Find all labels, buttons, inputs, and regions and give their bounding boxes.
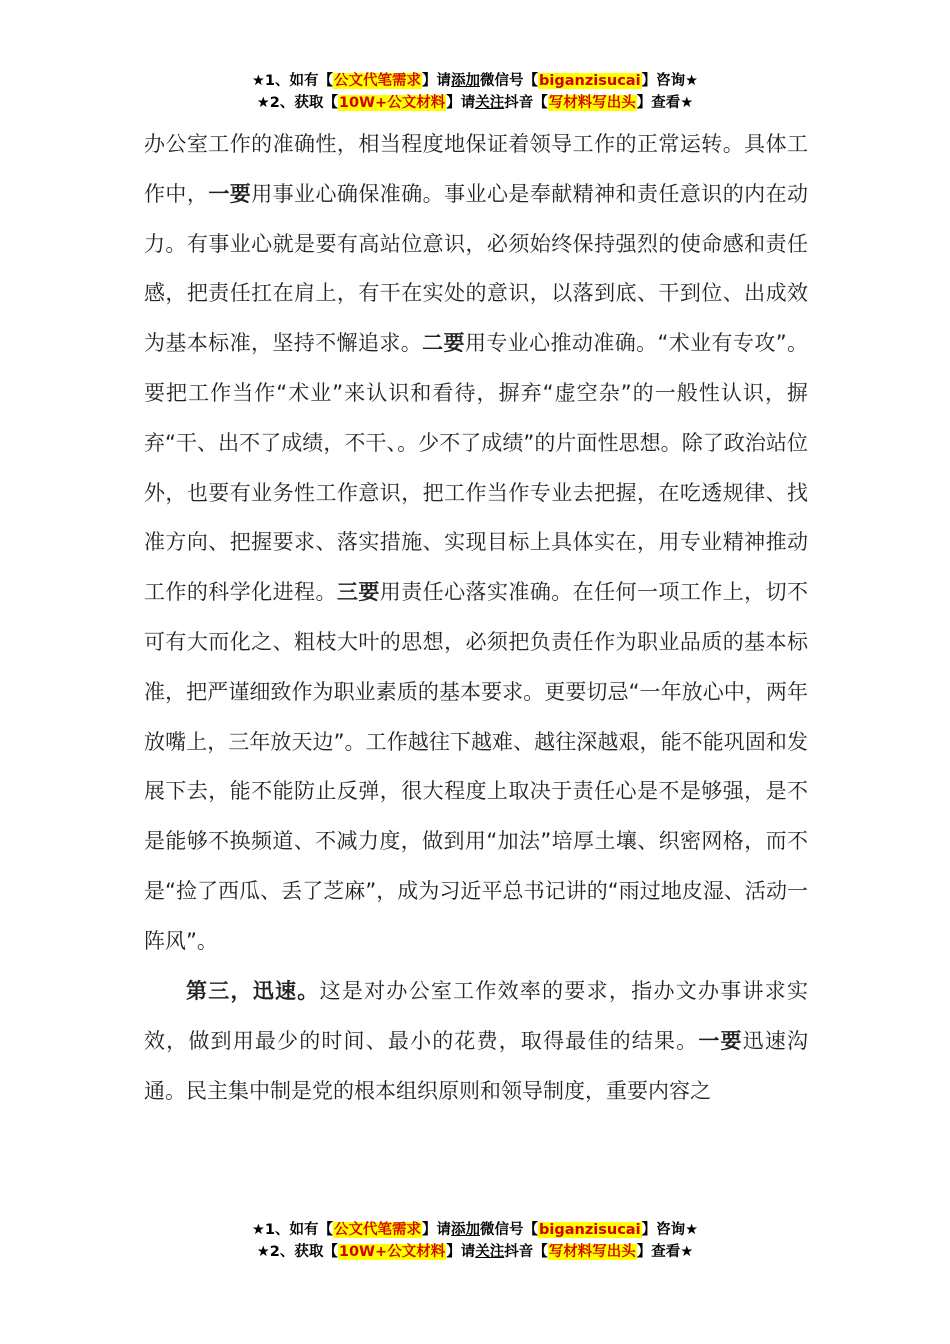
bold-point-speed-1: 一要 [698,1028,743,1053]
highlight-wechat-id: biganzisucai [539,73,641,89]
promo-line-2-bottom: ★2、获取【10W+公文材料】请关注抖音【写材料写出头】查看★ [256,1244,694,1260]
bold-point-2: 二要 [422,331,465,356]
paragraph-accuracy: 办公室工作的准确性，相当程度地保证着领导工作的正常运转。具体工作中，一要用事业心确保准确。事业心是奉献精神和责任意识的内在动力。有事业心就是要有高站位意识，必须始终保持强烈的使命感和责任感，把责任扛在肩上，有干在实处的意识，以落到底、干到位、出成效为基本标准，坚持不懈追求。二要用专业心推动准确。“术业有专攻”。要把工作当作“术业”来认识和看待，摒弃“虚空杂”的一般性认识，摒弃“干、出不了成绩，不干、。少不了成绩”的片面性思想。除了政治站位外，也要有业务性工作意识，把工作当作专业去把握，在吃透规律、找准方向、把握要求、落实措施、实现目标上具体实在，用专业精神推动工作的科学化进程。三要用责任心落实准确。在任何一项工作上，切不可有大而化之、粗枝大叶的思想，必须把负责任作为职业品质的基本标准，把严谨细致作为职业素质的基本要求。更要切忌“一年放心中，两年放嘴上，三年放天边”。工作越往下越难、越往深越艰，能不能巩固和发展下去，能不能防止反弹，很大程度上取决于责任心是不是够强，是不是能够不换频道、不减力度，做到用“加法”培厚土壤、织密网格，而不是“捡了西瓜、丢了芝麻”，成为习近平总书记讲的“雨过地皮湿、活动一阵风”。 [144,132,809,953]
promo-line-1: ★1、如有【公文代笔需求】请添加微信号【biganzisucai】咨询★ [251,73,699,89]
document-body [144,120,808,1116]
section-heading-speed: 第三，迅速。 [186,979,320,1004]
promo-line-2: ★2、获取【10W+公文材料】请关注抖音【写材料写出头】查看★ [256,95,694,111]
highlight-materials: 10W+公文材料 [338,95,446,111]
highlight-douyin: 写材料写出头 [548,95,636,111]
paragraph-speed: 第三，迅速。这是对办公室工作效率的要求，指办文办事讲求实效，做到用最少的时间、最小的花费，取得最佳的结果。一要迅速沟通。民主集中制是党的根本组织原则和领导制度，重要内容之 [144,979,809,1103]
highlight-service: 公文代笔需求 [334,73,422,89]
promo-line-1-bottom: ★1、如有【公文代笔需求】请添加微信号【biganzisucai】咨询★ [251,1222,699,1238]
bold-point-1: 一要 [208,181,252,206]
bold-point-3: 三要 [336,580,380,605]
promo-banner-bottom [0,1219,950,1263]
promo-banner-top [0,70,950,114]
